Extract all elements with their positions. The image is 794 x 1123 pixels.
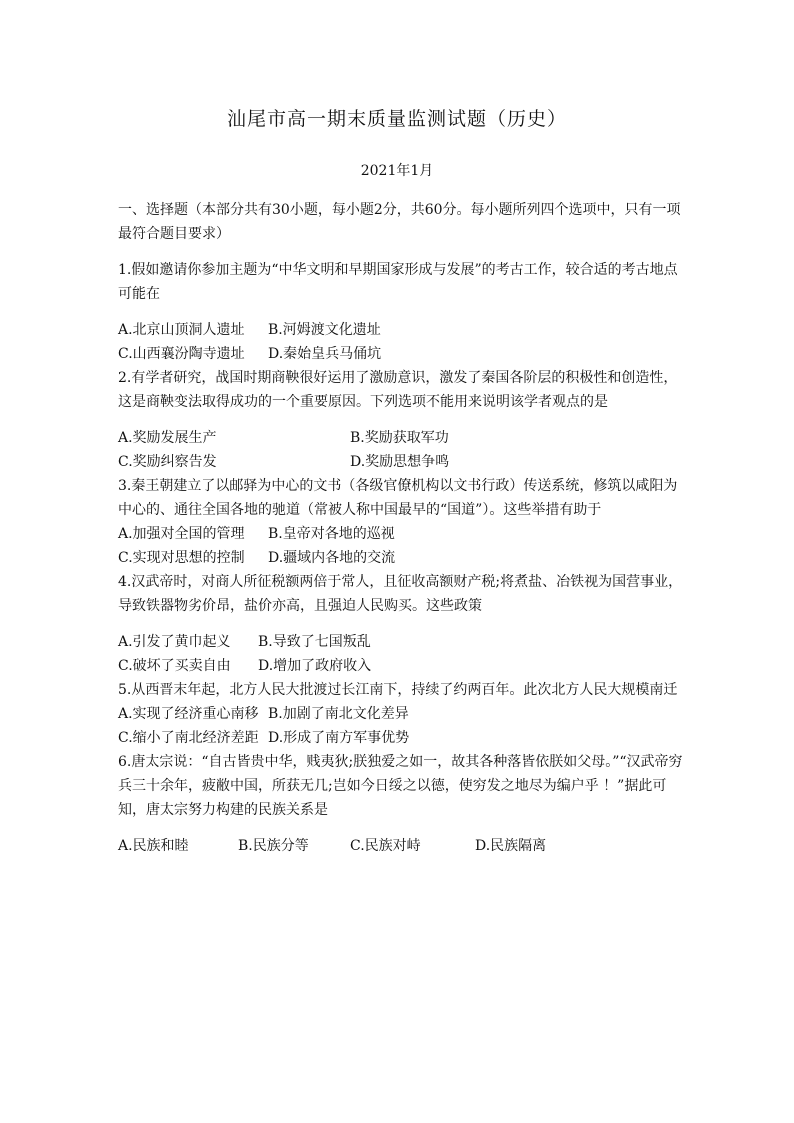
option-4-a: A.引发了黄巾起义 <box>118 634 231 650</box>
question-options-4a <box>118 630 684 654</box>
question-options-5a <box>118 702 684 726</box>
exam-date: 2021年1月 <box>360 163 434 179</box>
option-4-c: C.破坏了买卖自由 <box>118 658 231 674</box>
question-options-2a <box>118 426 684 450</box>
question-stem-2: 2.有学者研究，战国时期商鞅很好运用了激励意识，激发了秦国各阶层的积极性和创造性，这是商鞅变法取得成功的一个重要原因。下列选项不能用来说明该学者观点的是 <box>118 370 678 410</box>
question-options-4b <box>118 654 684 678</box>
option-2-c: C.奖励纠察告发 <box>118 454 217 470</box>
option-3-d: D.疆域内各地的交流 <box>268 550 396 566</box>
question-stem-4: 4.汉武帝时，对商人所征税额两倍于常人，且征收高额财产税;将煮盐、冶铁视为国营事业，导致铁器物劣价昂，盐价亦高，且强迫人民购买。这些政策 <box>118 574 683 614</box>
option-3-b: B.皇帝对各地的巡视 <box>268 526 395 542</box>
option-3-a: A.加强对全国的管理 <box>118 526 245 542</box>
option-6-d: D.民族隔离 <box>475 838 547 854</box>
option-5-d: D.形成了南方军事优势 <box>268 730 410 746</box>
question-options-2b <box>118 450 684 474</box>
option-1-b: B.河姆渡文化遗址 <box>268 322 381 338</box>
option-1-c: C.山西襄汾陶寺遗址 <box>118 346 245 362</box>
option-6-a: A.民族和睦 <box>118 838 189 854</box>
question-stem-5: 5.从西晋末年起，北方人民大批渡过长江南下，持续了约两百年。此次北方人民大规模南迁 <box>118 682 678 698</box>
question-options-5b <box>118 726 684 750</box>
option-4-d: D.增加了政府收入 <box>258 658 372 674</box>
page-title: 汕尾市高一期末质量监测试题（历史） <box>226 108 567 130</box>
section-intro: 一、选择题（本部分共有30小题，每小题2分，共60分。每小题所列四个选项中，只有一项最符合题目要求） <box>118 202 681 242</box>
option-2-d: D.奖励思想争鸣 <box>350 454 450 470</box>
option-6-c: C.民族对峙 <box>350 838 421 854</box>
option-1-d: D.秦始皇兵马俑坑 <box>268 346 382 362</box>
option-5-a: A.实现了经济重心南移 <box>118 706 259 722</box>
question-options-3b <box>118 546 684 570</box>
exam-content <box>118 198 684 858</box>
option-3-c: C.实现对思想的控制 <box>118 550 245 566</box>
option-2-a: A.奖励发展生产 <box>118 430 217 446</box>
option-4-b: B.导致了七国叛乱 <box>258 634 371 650</box>
question-stem-3: 3.秦王朝建立了以邮驿为中心的文书（各级官僚机构以文书行政）传送系统，修筑以咸阳为中心的、通往全国各地的驰道（常被人称中国最早的“国道”）。这些举措有助于 <box>118 478 678 518</box>
question-options-6 <box>118 834 684 858</box>
question-options-1a <box>118 318 684 342</box>
question-options-3a <box>118 522 684 546</box>
question-stem-6: 6.唐太宗说：“自古皆贵中华，贱夷狄;朕独爱之如一，故其各种落皆依朕如父母。”“汉武帝穷兵三十余年，疲敝中国，所获无几;岂如今日绥之以德，使穷发之地尽为编户乎 ！”据此可知，唐太宗努力构建的民族关系是 <box>118 754 683 818</box>
option-6-b: B.民族分等 <box>238 838 309 854</box>
question-stem-1: 1.假如邀请你参加主题为“中华文明和早期国家形成与发展”的考古工作，较合适的考古地点可能在 <box>118 262 678 302</box>
question-options-1b <box>118 342 684 366</box>
option-5-c: C.缩小了南北经济差距 <box>118 730 259 746</box>
option-2-b: B.奖励获取军功 <box>350 430 449 446</box>
option-5-b: B.加剧了南北文化差异 <box>268 706 409 722</box>
option-1-a: A.北京山顶洞人遗址 <box>118 322 245 338</box>
